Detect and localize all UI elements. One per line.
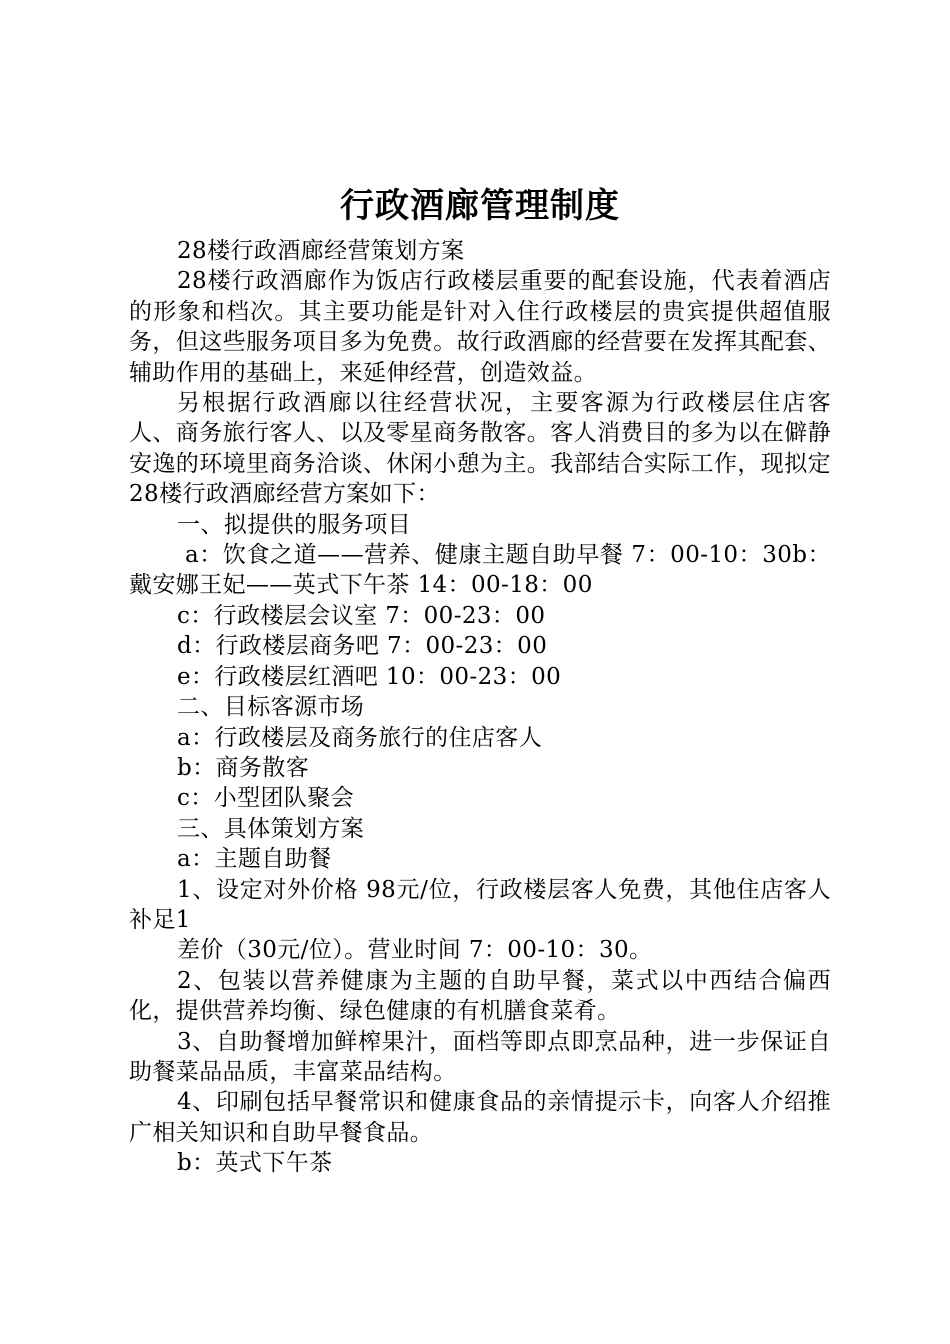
paragraph: 三、具体策划方案: [177, 815, 365, 842]
paragraph: 二、目标客源市场: [177, 694, 365, 721]
paragraph: 2、包装以营养健康为主题的自助早餐，菜式以中西结合偏西化，提供营养均衡、绿色健康的有机膳食菜肴。: [129, 967, 831, 1025]
paragraph: a：主题自助餐: [177, 846, 332, 873]
paragraph: 4、印刷包括早餐常识和健康食品的亲情提示卡，向客人介绍推广相关知识和自助早餐食品。: [129, 1089, 831, 1146]
paragraph: a：行政楼层及商务旅行的住店客人: [177, 724, 543, 751]
paragraph: b：商务散客: [177, 754, 310, 781]
paragraph: 28楼行政酒廊作为饭店行政楼层重要的配套设施，代表着酒店的形象和档次。其主要功能是针对入住行政楼层的贵宾提供超值服务，但这些服务项目多为免费。故行政酒廊的经营要在发挥其配套、辅助作用的基础上，来延伸经营，创造效益。: [129, 268, 831, 386]
document-page: [129, 178, 831, 1179]
paragraph: d：行政楼层商务吧 7：00-23：00: [177, 633, 548, 660]
paragraph: c：行政楼层会议室 7：00-23：00: [177, 602, 546, 629]
paragraph: 28楼行政酒廊经营策划方案: [177, 238, 465, 264]
paragraph: 一、拟提供的服务项目: [177, 511, 411, 538]
paragraph: 另根据行政酒廊以往经营状况，主要客源为行政楼层住店客人、商务旅行客人、以及零星商务散客。客人消费目的多为以在僻静安逸的环境里商务洽谈、休闲小憩为主。我部结合实际工作，现拟定28楼行政酒廊经营方案如下：: [129, 390, 831, 508]
paragraph: 差价（30元/位）。营业时间 7：00-10：30。: [177, 937, 653, 964]
paragraph: c：小型团队聚会: [177, 785, 355, 812]
paragraph: b：英式下午茶: [177, 1150, 333, 1177]
document-title: 行政酒廊管理制度: [340, 186, 620, 226]
paragraph: e：行政楼层红酒吧 10：00-23：00: [177, 663, 562, 690]
document-body: [129, 236, 831, 1179]
paragraph: a：饮食之道——营养、健康主题自助早餐 7：00-10：30b：戴安娜王妃——英式下午茶 14：00-18：00: [129, 542, 831, 599]
paragraph: 1、设定对外价格 98元/位，行政楼层客人免费，其他住店客人补足1: [129, 876, 831, 933]
paragraph: 3、自助餐增加鲜榨果汁，面档等即点即烹品种，进一步保证自助餐菜品品质，丰富菜品结构。: [129, 1028, 831, 1085]
